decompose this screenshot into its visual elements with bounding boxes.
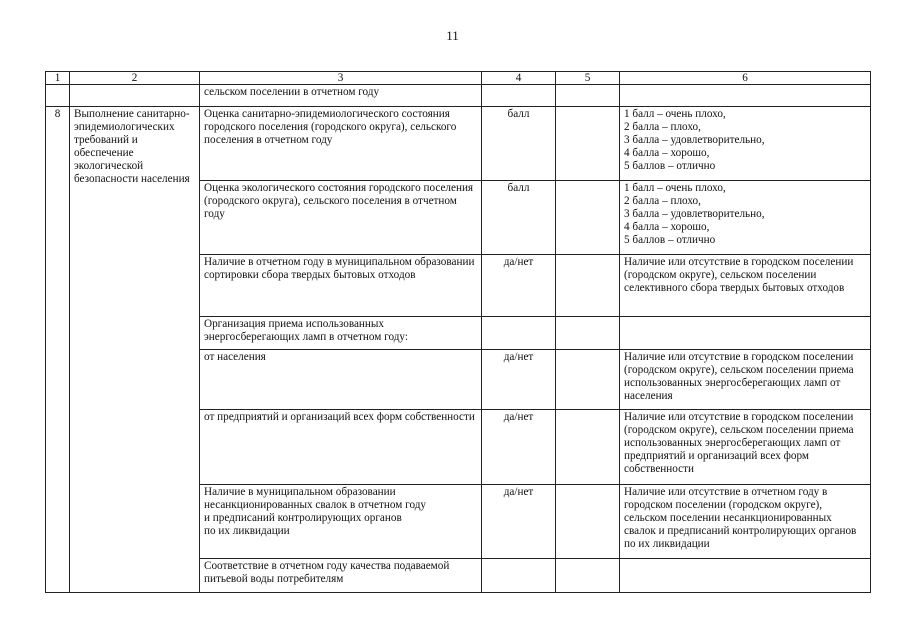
unit-cell: да/нет <box>482 350 556 410</box>
note-cell: Наличие или отсутствие в городском поселении (городском округе), сельском поселении селективного сбора твердых бытовых отходов <box>620 255 871 317</box>
indicator-cell: от предприятий и организаций всех форм собственности <box>200 410 482 485</box>
unit-cell: да/нет <box>482 410 556 485</box>
note-cell <box>620 559 871 593</box>
indicator-cell: Наличие в муниципальном образовании несанкционированных свалок в отчетном году и предписаний контролирующих органов по их ликвидации <box>200 485 482 559</box>
table-row <box>46 85 871 107</box>
table-row <box>46 107 871 181</box>
section-number: 8 <box>46 107 70 593</box>
value-cell <box>556 255 620 317</box>
number-cell <box>46 85 70 107</box>
unit-cell: да/нет <box>482 485 556 559</box>
note-cell: Наличие или отсутствие в городском поселении (городском округе), сельском поселении приема использованных энергосберегающих ламп от предприятий и организаций всех форм собственности <box>620 410 871 485</box>
unit-cell: балл <box>482 181 556 255</box>
note-cell <box>620 85 871 107</box>
column-header: 1 <box>46 72 70 85</box>
column-number-row <box>46 72 871 85</box>
value-cell <box>556 317 620 350</box>
indicator-cell: Оценка санитарно-эпидемиологического состояния городского поселения (городского округа), сельского поселения в отчетном году <box>200 107 482 181</box>
page-number: 11 <box>446 28 459 43</box>
indicator-cell: сельском поселении в отчетном году <box>200 85 482 107</box>
note-cell: Наличие или отсутствие в отчетном году в городском поселении (городском округе), сельском поселении несанкционированных свалок и предписаний контролирующих органов по их ликвидации <box>620 485 871 559</box>
indicator-cell: от населения <box>200 350 482 410</box>
note-cell: 1 балл – очень плохо, 2 балла – плохо, 3 балла – удовлетворительно, 4 балла – хорошо, 5 баллов – отлично <box>620 107 871 181</box>
unit-cell <box>482 559 556 593</box>
column-header: 6 <box>620 72 871 85</box>
note-cell: Наличие или отсутствие в городском поселении (городском округе), сельском поселении приема использованных энергосберегающих ламп от населения <box>620 350 871 410</box>
unit-cell <box>482 85 556 107</box>
value-cell <box>556 107 620 181</box>
value-cell <box>556 559 620 593</box>
indicator-cell: Организация приема использованных энергосберегающих ламп в отчетном году: <box>200 317 482 350</box>
value-cell <box>556 410 620 485</box>
value-cell <box>556 85 620 107</box>
unit-cell <box>482 317 556 350</box>
indicators-table <box>45 71 871 593</box>
column-header: 5 <box>556 72 620 85</box>
unit-cell: балл <box>482 107 556 181</box>
value-cell <box>556 485 620 559</box>
indicator-cell: Наличие в отчетном году в муниципальном образовании сортировки сбора твердых бытовых отходов <box>200 255 482 317</box>
column-header: 4 <box>482 72 556 85</box>
note-cell: 1 балл – очень плохо, 2 балла – плохо, 3 балла – удовлетворительно, 4 балла – хорошо, 5 баллов – отлично <box>620 181 871 255</box>
column-header: 3 <box>200 72 482 85</box>
section-title: Выполнение санитарно-эпидемиологических требований и обеспечение экологической безопасности населения <box>70 107 200 593</box>
value-cell <box>556 350 620 410</box>
note-cell <box>620 317 871 350</box>
indicator-cell: Оценка экологического состояния городского поселения (городского округа), сельского поселения в отчетном году <box>200 181 482 255</box>
indicator-cell: Соответствие в отчетном году качества подаваемой питьевой воды потребителям <box>200 559 482 593</box>
value-cell <box>556 181 620 255</box>
unit-cell: да/нет <box>482 255 556 317</box>
section-cell <box>70 85 200 107</box>
column-header: 2 <box>70 72 200 85</box>
